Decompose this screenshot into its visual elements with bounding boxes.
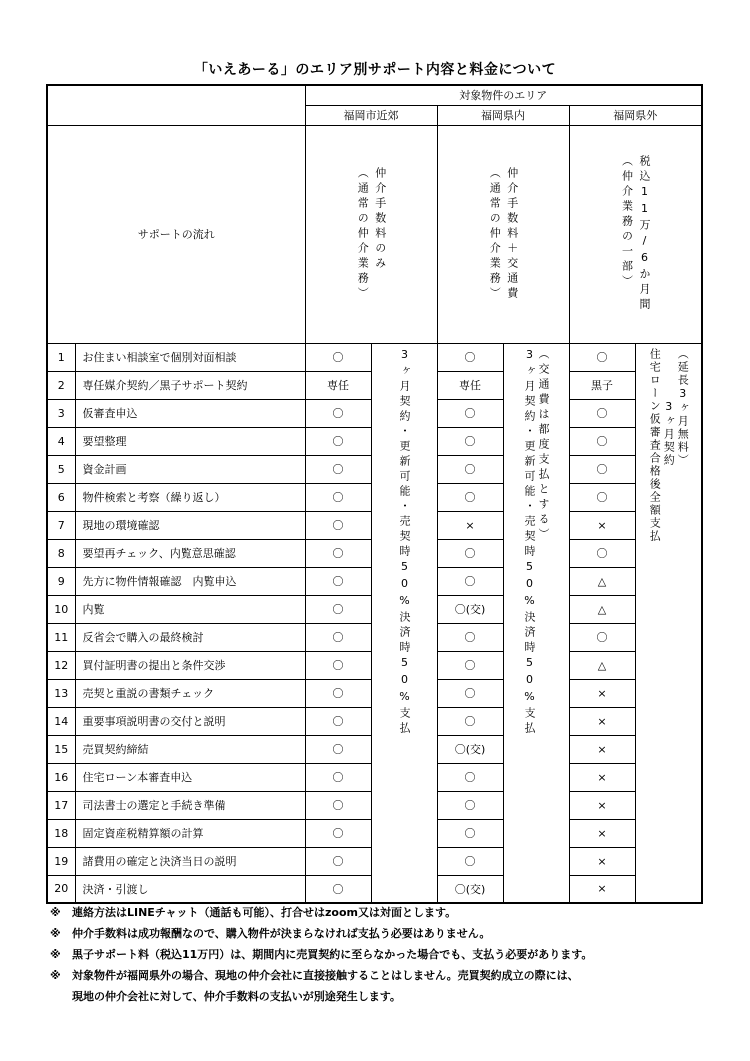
mark-fukuoka-pref: 〇: [437, 427, 503, 455]
step-number: 1: [47, 343, 75, 371]
step-label: 先方に物件情報確認 内覧申込: [75, 567, 305, 595]
table-row: [47, 343, 702, 371]
page-title: 「いえあーる」のエリア別サポート内容と料金について: [193, 62, 557, 78]
step-number: 6: [47, 483, 75, 511]
step-label: 司法書士の選定と手続き準備: [75, 791, 305, 819]
mark-outside: ×: [569, 875, 635, 903]
mark-fukuoka-pref: 〇: [437, 455, 503, 483]
mark-fukuoka-city: 〇: [305, 595, 371, 623]
note-mark: ※: [50, 906, 61, 919]
mark-outside: △: [569, 651, 635, 679]
payment-terms-outside: [635, 343, 702, 903]
mark-fukuoka-pref: 〇: [437, 539, 503, 567]
step-label: 内覧: [75, 595, 305, 623]
payment-terms-text: 3ヶ月契約・更新可能・売契時50%決済時50%支払: [523, 347, 536, 737]
note-item: [50, 923, 710, 944]
fee-text: 税込11万/6か月間: [638, 155, 652, 313]
step-label: 重要事項説明書の交付と説明: [75, 707, 305, 735]
step-number: 2: [47, 371, 75, 399]
mark-fukuoka-pref: ×: [437, 511, 503, 539]
payment-terms-fukuoka-city: [371, 343, 437, 903]
step-number: 11: [47, 623, 75, 651]
step-label: お住まい相談室で個別対面相談: [75, 343, 305, 371]
step-number: 10: [47, 595, 75, 623]
step-label: 売契と重説の書類チェック: [75, 679, 305, 707]
step-number: 17: [47, 791, 75, 819]
fee-text: 仲介手数料のみ: [373, 166, 387, 272]
step-label: 諸費用の確定と決済当日の説明: [75, 847, 305, 875]
flow-label: サポートの流れ: [47, 125, 305, 343]
step-label: 住宅ローン本審査申込: [75, 763, 305, 791]
fee-header-outside: [569, 125, 702, 343]
mark-fukuoka-pref: 〇(交): [437, 735, 503, 763]
payment-terms-note: （延長3ヶ月無料）: [676, 347, 690, 467]
note-text: 連絡方法はLINEチャット（通話も可能）、打合せはzoom又は対面とします。: [72, 906, 457, 919]
fee-note: （通常の仲介業務）: [488, 166, 502, 302]
mark-fukuoka-city: 〇: [305, 539, 371, 567]
mark-fukuoka-city: 〇: [305, 875, 371, 903]
notes-list: [50, 902, 710, 1007]
note-item-continuation: [50, 986, 710, 1007]
mark-fukuoka-pref: 〇: [437, 819, 503, 847]
mark-fukuoka-city: 〇: [305, 819, 371, 847]
mark-fukuoka-city: 〇: [305, 791, 371, 819]
step-label: 仮審査申込: [75, 399, 305, 427]
support-table: [46, 84, 703, 904]
mark-outside: ×: [569, 707, 635, 735]
mark-outside: 〇: [569, 539, 635, 567]
note-text: 現地の仲介会社に対して、仲介手数料の支払いが別途発生します。: [72, 990, 401, 1003]
mark-outside: 黒子: [569, 371, 635, 399]
step-label: 専任媒介契約／黒子サポート契約: [75, 371, 305, 399]
note-text: 対象物件が福岡県外の場合、現地の仲介会社に直接接触することはしません。売買契約成立の際には、: [72, 969, 579, 982]
payment-terms-prefix: 3ヶ月契約: [662, 399, 676, 467]
fee-text: 仲介手数料＋交通費: [505, 166, 519, 302]
mark-fukuoka-city: 〇: [305, 847, 371, 875]
step-label: 要望整理: [75, 427, 305, 455]
step-number: 19: [47, 847, 75, 875]
mark-fukuoka-city: 〇: [305, 399, 371, 427]
payment-terms-note: （交通費は都度支払とする）: [537, 347, 550, 543]
step-number: 18: [47, 819, 75, 847]
mark-fukuoka-city: 〇: [305, 707, 371, 735]
mark-fukuoka-city: 〇: [305, 455, 371, 483]
mark-fukuoka-pref: 〇: [437, 707, 503, 735]
step-number: 7: [47, 511, 75, 539]
step-label: 決済・引渡し: [75, 875, 305, 903]
step-number: 13: [47, 679, 75, 707]
mark-fukuoka-pref: 〇: [437, 791, 503, 819]
mark-outside: 〇: [569, 623, 635, 651]
step-number: 15: [47, 735, 75, 763]
step-number: 5: [47, 455, 75, 483]
step-label: 買付証明書の提出と条件交渉: [75, 651, 305, 679]
note-text: 黒子サポート料（税込11万円）は、期間内に売買契約に至らなかった場合でも、支払う必要があります。: [72, 948, 593, 961]
step-number: 4: [47, 427, 75, 455]
area-group-header: 対象物件のエリア: [305, 85, 702, 105]
fee-header-fukuoka-pref: [437, 125, 569, 343]
mark-outside: ×: [569, 819, 635, 847]
mark-fukuoka-pref: 〇(交): [437, 875, 503, 903]
mark-fukuoka-city: 〇: [305, 623, 371, 651]
fee-note: （通常の仲介業務）: [356, 166, 370, 302]
mark-outside: ×: [569, 511, 635, 539]
mark-fukuoka-pref: 〇: [437, 483, 503, 511]
mark-fukuoka-city: 〇: [305, 679, 371, 707]
mark-outside: 〇: [569, 483, 635, 511]
mark-fukuoka-pref: 〇: [437, 679, 503, 707]
step-label: 要望再チェック、内覧意思確認: [75, 539, 305, 567]
step-number: 8: [47, 539, 75, 567]
mark-fukuoka-pref: 専任: [437, 371, 503, 399]
mark-fukuoka-city: 〇: [305, 427, 371, 455]
mark-outside: 〇: [569, 427, 635, 455]
payment-terms-text: 住宅ローン仮審査合格後全額支払: [648, 347, 662, 543]
fee-header-fukuoka-city: [305, 125, 437, 343]
mark-fukuoka-pref: 〇: [437, 763, 503, 791]
note-item: [50, 902, 710, 923]
mark-outside: ×: [569, 763, 635, 791]
step-label: 反省会で購入の最終検討: [75, 623, 305, 651]
mark-outside: △: [569, 595, 635, 623]
mark-fukuoka-pref: 〇: [437, 343, 503, 371]
corner-cell: [47, 85, 305, 125]
note-item: [50, 944, 710, 965]
note-mark: ※: [50, 927, 61, 940]
step-number: 20: [47, 875, 75, 903]
steps-body: [47, 343, 702, 903]
area-header-fukuoka-city: 福岡市近郊: [305, 105, 437, 125]
step-label: 売買契約締結: [75, 735, 305, 763]
step-number: 16: [47, 763, 75, 791]
mark-fukuoka-city: 〇: [305, 763, 371, 791]
mark-fukuoka-pref: 〇: [437, 847, 503, 875]
mark-fukuoka-pref: 〇: [437, 567, 503, 595]
mark-fukuoka-pref: 〇: [437, 623, 503, 651]
mark-outside: ×: [569, 735, 635, 763]
note-text: 仲介手数料は成功報酬なので、購入物件が決まらなければ支払う必要はありません。: [72, 927, 491, 940]
mark-fukuoka-pref: 〇(交): [437, 595, 503, 623]
mark-fukuoka-pref: 〇: [437, 399, 503, 427]
payment-terms-fukuoka-pref: [503, 343, 569, 903]
mark-outside: ×: [569, 847, 635, 875]
step-label: 固定資産税精算額の計算: [75, 819, 305, 847]
mark-outside: ×: [569, 791, 635, 819]
mark-fukuoka-city: 〇: [305, 567, 371, 595]
mark-fukuoka-city: 〇: [305, 483, 371, 511]
mark-outside: 〇: [569, 343, 635, 371]
mark-fukuoka-city: 〇: [305, 651, 371, 679]
mark-fukuoka-city: 〇: [305, 735, 371, 763]
mark-outside: ×: [569, 679, 635, 707]
area-header-outside: 福岡県外: [569, 105, 702, 125]
payment-terms-text: 3ヶ月契約・更新可能・売契時50%決済時50%支払: [398, 347, 411, 737]
mark-outside: 〇: [569, 455, 635, 483]
step-number: 12: [47, 651, 75, 679]
note-mark: ※: [50, 948, 61, 961]
step-label: 現地の環境確認: [75, 511, 305, 539]
step-number: 9: [47, 567, 75, 595]
mark-outside: △: [569, 567, 635, 595]
fee-note: （仲介業務の一部）: [620, 155, 634, 290]
step-label: 資金計画: [75, 455, 305, 483]
note-item: [50, 965, 710, 986]
area-header-fukuoka-pref: 福岡県内: [437, 105, 569, 125]
step-number: 3: [47, 399, 75, 427]
mark-fukuoka-pref: 〇: [437, 651, 503, 679]
mark-outside: 〇: [569, 399, 635, 427]
mark-fukuoka-city: 〇: [305, 343, 371, 371]
step-label: 物件検索と考察（繰り返し）: [75, 483, 305, 511]
note-mark: ※: [50, 969, 61, 982]
mark-fukuoka-city: 〇: [305, 511, 371, 539]
step-number: 14: [47, 707, 75, 735]
mark-fukuoka-city: 専任: [305, 371, 371, 399]
